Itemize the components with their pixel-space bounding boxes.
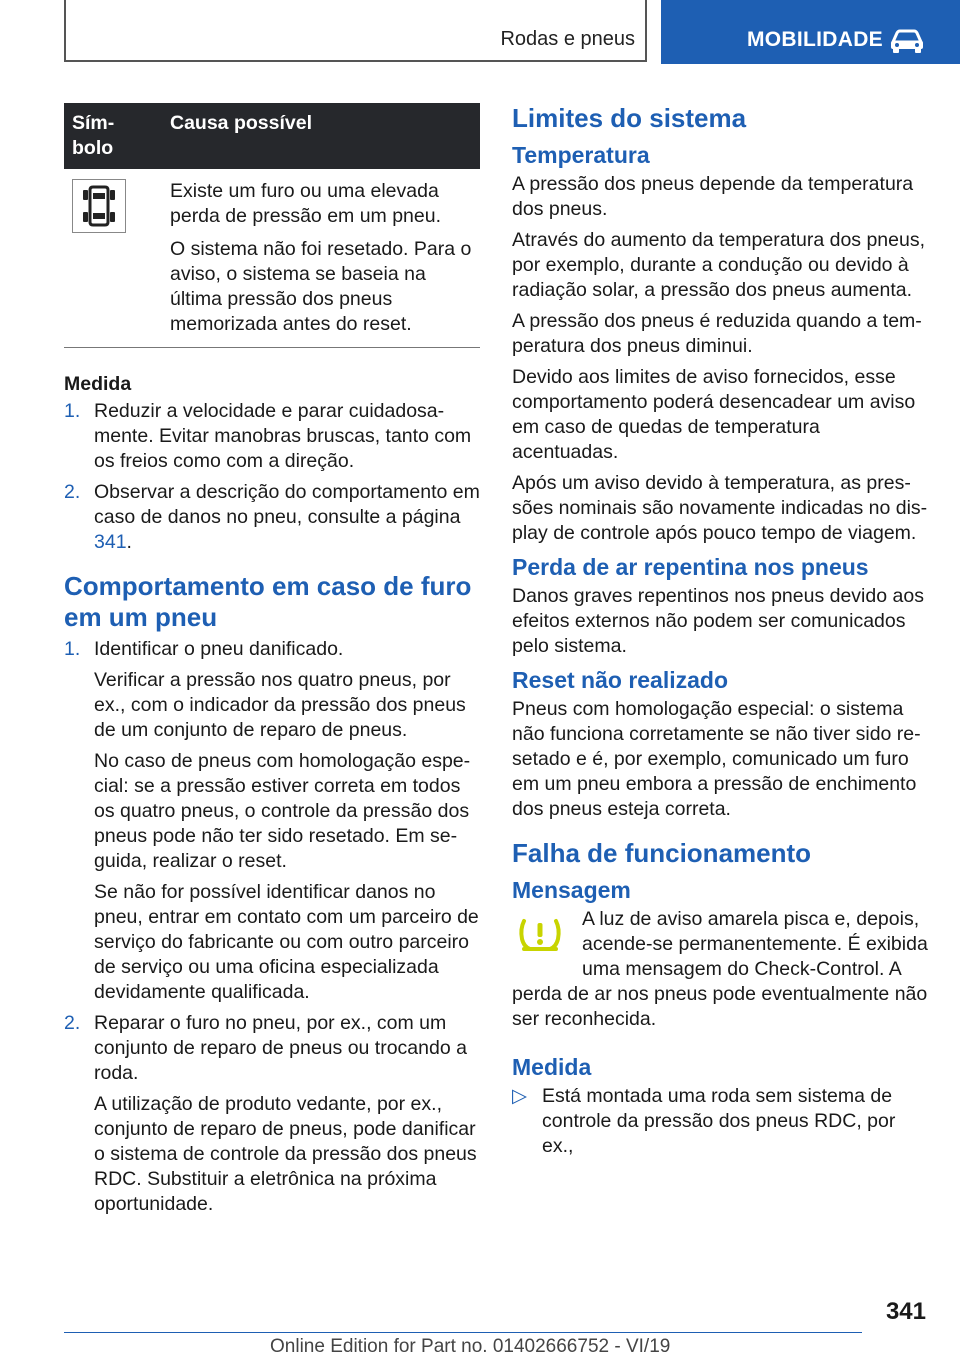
cause-line: O sistema não foi resetado. Para o aviso, o sistema se baseia na última pressão dos pneus memorizada antes do reset. — [170, 238, 472, 335]
temperature-heading: Temperatura — [512, 142, 650, 168]
bullet-text: Está montada uma roda sem sistema de controle da pressão dos pneus RDC, por ex., — [542, 1085, 896, 1157]
list-item — [64, 399, 482, 474]
list-item — [64, 1011, 482, 1217]
sudden-loss-heading: Perda de ar repentina nos pneus — [512, 554, 869, 580]
paragraph: Danos graves repentinos nos pneus devido aos efeitos externos não podem ser comunicados pelo sistema. — [512, 585, 924, 657]
tire-pressure-warning-icon — [516, 911, 564, 959]
step-paragraph: No caso de pneus com homologação especial: se a pressão estiver correta em todos os quatro pneus, o controle da pressão dos pneus pode não ter sido resetado. Em seguida, realizar o reset. — [94, 750, 471, 872]
right-column — [512, 103, 930, 1165]
list-item — [64, 480, 482, 555]
step-paragraph: A utilização de produto vedante, por ex., conjunto de reparo de pneus, pode danificar o sistema de controle da pressão dos pneus RDC. Substituir a eletrônica na próxima oportunidade. — [94, 1093, 477, 1215]
paragraph: Através do aumento da temperatura dos pneus, por exemplo, durante a condução ou devido à radiação solar, a pressão dos pneus aumenta. — [512, 229, 926, 301]
car-icon — [889, 28, 925, 54]
table-cell-symbol — [64, 169, 162, 348]
step-text: Reduzir a velocidade e parar cuidadosamente. Evitar manobras bruscas, tanto com os freios como com a direção. — [94, 400, 472, 472]
left-column — [64, 103, 482, 1223]
section-title: MOBILIDADE — [747, 28, 883, 51]
table-header-symbol: Sím- bolo — [64, 103, 162, 169]
table-row — [64, 169, 480, 348]
tire-pressure-car-icon — [72, 179, 126, 233]
footer-divider — [64, 1332, 862, 1333]
message-heading: Mensagem — [512, 877, 631, 903]
step-number: 1. — [64, 400, 81, 422]
step-paragraph: Se não for possível identificar danos no pneu, entrar em contato com um parceiro de serviço do fabricante ou com outro parceiro de serviço ou uma oficina especializada devidamente qualificada. — [94, 881, 479, 1003]
message-paragraph: A luz de aviso amarela pisca e, depois, acende-se permanentemente. É exibida uma mensagem do Check-Control. A perda de ar nos pneus pode eventualmente não ser reconhecida. — [512, 908, 928, 1030]
table-cell-cause — [162, 169, 480, 348]
step-paragraph: Reparar o furo no pneu, por ex., com um conjunto de reparo de pneus ou trocando a roda. — [94, 1012, 467, 1084]
edition-info: Online Edition for Part no. 01402666752 - VI/19 — [270, 1336, 671, 1357]
paragraph: Devido aos limites de aviso fornecidos, esse comportamento poderá desencadear um aviso em caso de quedas de temperatura acentuadas. — [512, 366, 916, 463]
step-text-end: . — [126, 531, 132, 553]
table-header-cause: Causa possível — [162, 103, 480, 169]
message-block — [512, 907, 930, 1032]
step-paragraph: Verificar a pressão nos quatro pneus, por ex., com o indicador da pressão dos pneus de um conjunto de reparo de pneus. — [94, 669, 466, 741]
flat-tire-heading: Comportamento em caso de furo em um pneu — [64, 571, 472, 632]
malfunction-heading: Falha de funcionamento — [512, 838, 812, 868]
measure-bullets — [512, 1084, 930, 1159]
list-item — [64, 637, 482, 1005]
step-number: 2. — [64, 1012, 81, 1034]
page-number: 341 — [885, 1298, 926, 1325]
page-reference-link[interactable]: 341 — [94, 531, 127, 553]
flat-tire-steps — [64, 637, 482, 1217]
step-text: Observar a descrição do comportamento em caso de danos no pneu, consulte a página — [94, 481, 480, 528]
paragraph: A pressão dos pneus é reduzida quando a temperatura dos pneus diminui. — [512, 310, 922, 357]
system-limits-heading: Limites do sistema — [512, 103, 747, 133]
list-item — [512, 1084, 930, 1159]
reset-heading: Reset não realizado — [512, 667, 729, 693]
chapter-title: Rodas e pneus — [500, 28, 635, 50]
measure-heading-right: Medida — [512, 1054, 592, 1080]
paragraph: Pneus com homologação especial: o sistema não funciona corretamente se não tiver sido resetado e é, por exemplo, comunicado um furo em um pneu embora a pressão de enchimento dos pneus esteja correta. — [512, 698, 921, 820]
header-section-tab — [661, 0, 960, 64]
paragraph: A pressão dos pneus depende da temperatura dos pneus. — [512, 173, 914, 220]
table-header-row — [64, 103, 480, 169]
paragraph: Após um aviso devido à temperatura, as pressões nominais são novamente indicadas no display de controle após pouco tempo de viagem. — [512, 472, 928, 544]
header-chapter-box — [64, 0, 647, 62]
measure-steps — [64, 399, 482, 555]
cause-line: Existe um furo ou uma elevada perda de pressão em um pneu. — [170, 180, 442, 227]
step-paragraph: Identificar o pneu danificado. — [94, 638, 344, 660]
step-number: 2. — [64, 481, 81, 503]
measure-heading: Medida — [64, 373, 132, 395]
step-number: 1. — [64, 638, 81, 660]
symbol-table — [64, 103, 480, 348]
triangle-bullet-icon: ▷ — [512, 1085, 527, 1107]
